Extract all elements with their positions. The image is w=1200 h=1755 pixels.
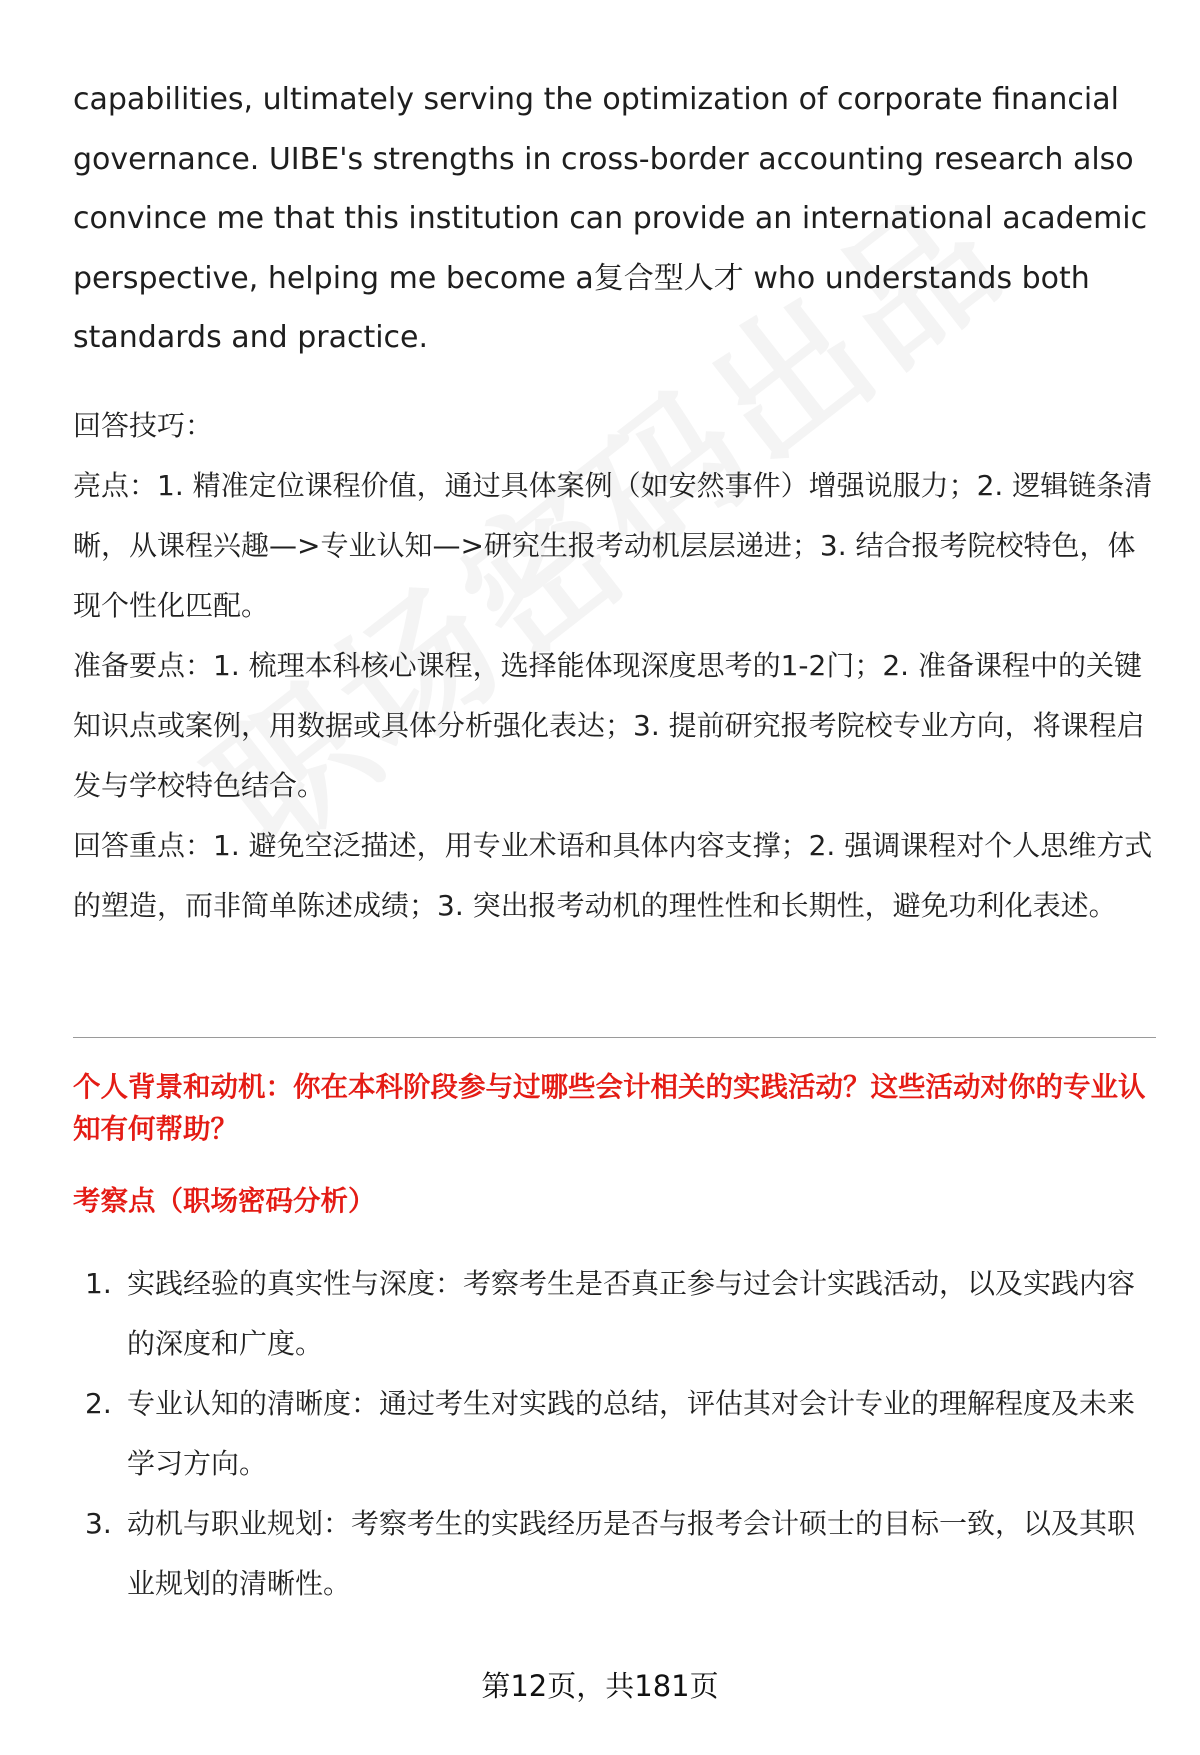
tips-preparation: 准备要点：1. 梳理本科核心课程，选择能体现深度思考的1-2门；2. 准备课程中的关键知识点或案例，用数据或具体分析强化表达；3. 提前研究报考院校专业方向，将课程启发与学校特色结合。 (73, 649, 1145, 802)
list-item-text: 动机与职业规划：考察考生的实践经历是否与报考会计硕士的目标一致，以及其职业规划的清晰性。 (127, 1507, 1136, 1600)
section-divider (73, 1037, 1156, 1038)
assessment-title: 考察点（职场密码分析） (73, 1185, 376, 1217)
list-item-text: 专业认知的清晰度：通过考生对实践的总结，评估其对会计专业的理解程度及未来学习方向。 (127, 1387, 1136, 1480)
list-item-number: 1. (85, 1267, 112, 1300)
assessment-list (73, 1254, 1158, 1614)
question-heading: 个人背景和动机：你在本科阶段参与过哪些会计相关的实践活动？这些活动对你的专业认知有何帮助？ (73, 1071, 1146, 1145)
list-item-text: 实践经验的真实性与深度：考察考生是否真正参与过会计实践活动，以及实践内容的深度和广度。 (127, 1267, 1136, 1360)
list-item-number: 3. (85, 1507, 112, 1540)
tips-focus: 回答重点：1. 避免空泛描述，用专业术语和具体内容支撑；2. 强调课程对个人思维方式的塑造，而非简单陈述成绩；3. 突出报考动机的理性性和长期性，避免功利化表述。 (73, 829, 1153, 922)
tips-highlights: 亮点：1. 精准定位课程价值，通过具体案例（如安然事件）增强说服力；2. 逻辑链条清晰，从课程兴趣—>专业认知—>研究生报考动机层层递进；3. 结合报考院校特色，体现个性化匹配。 (73, 469, 1153, 622)
answer-tips-section (73, 396, 1153, 936)
answer-paragraph-continuation: capabilities, ultimately serving the optimization of corporate financial governance. UIBE's strengths in cross-border accounting research also convince me that this institution can provide an international academic perspective, helping me become a复合型人才 who understands both standards and practice. (73, 82, 1148, 355)
list-item (73, 1254, 1158, 1374)
list-item-number: 2. (85, 1387, 112, 1420)
list-item (73, 1494, 1158, 1614)
tips-heading: 回答技巧： (73, 409, 214, 442)
list-item (73, 1374, 1158, 1494)
page-footer: 第12页，共181页 (481, 1669, 719, 1703)
